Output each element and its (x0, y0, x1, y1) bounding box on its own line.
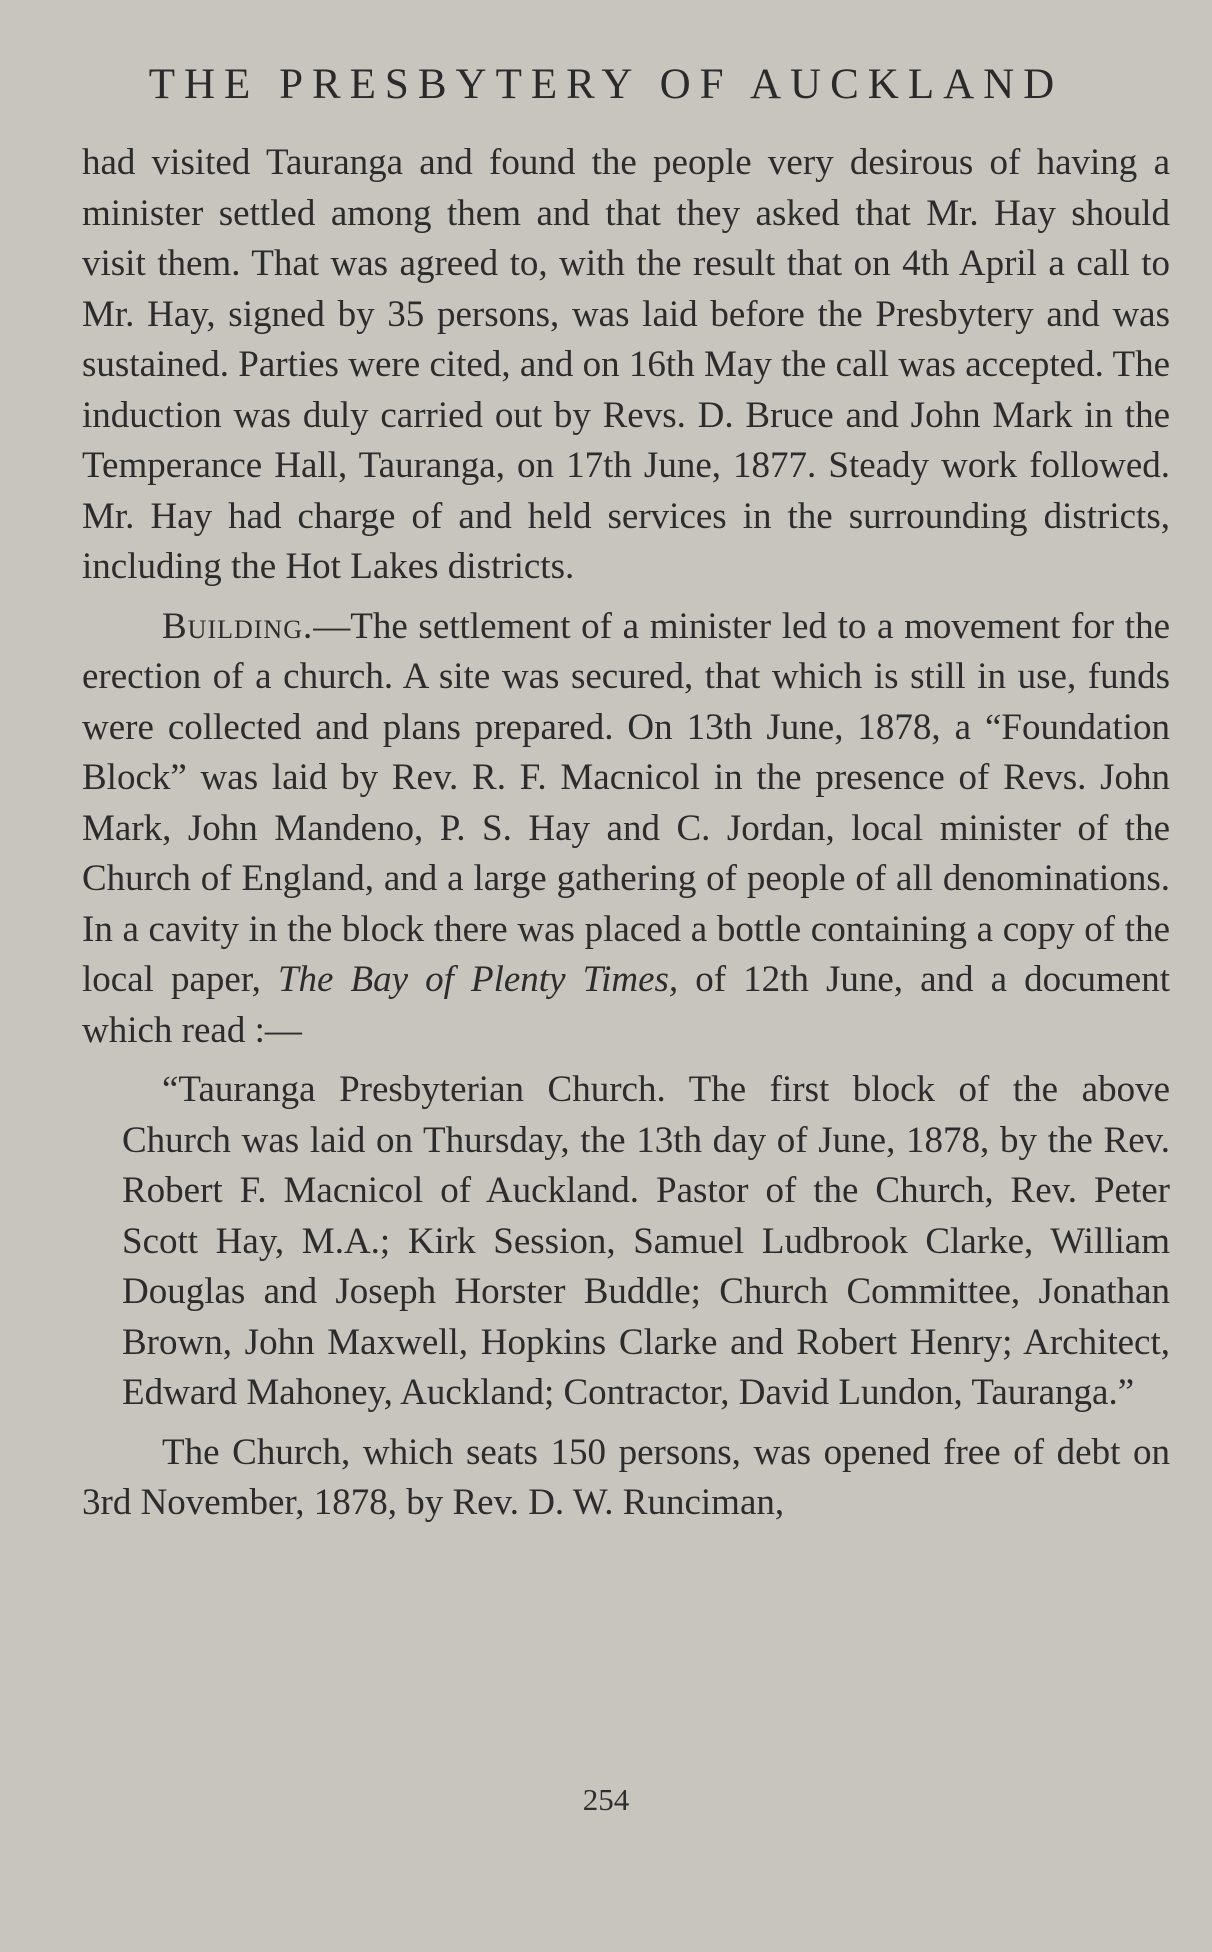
running-title: THE PRESBYTERY OF AUCKLAND (148, 61, 1064, 108)
paragraph-building (82, 602, 1170, 1057)
page-body (82, 138, 1170, 1538)
building-text-end: of 12th June, and a document which read :— (82, 959, 1170, 1051)
page-number: 254 (582, 1782, 630, 1817)
paragraph-church-opening: The Church, which seats 150 persons, was opened free of debt on 3rd November, 1878, by Rev. D. W. Runciman, (82, 1431, 1170, 1523)
building-text-start: —The settlement of a minister led to a movement for the erection of a church. A site was secured, that which is still in use, funds were collected and plans prepared. On 13th June, 1878, a “Foundation Block” was laid by Rev. R. F. Macnicol in the presence of Revs. John Mark, John Mandeno, P. S. Hay and C. Jordan, local minister of the Church of England, and a large gathering of people of all denominations. In a cavity in the block there was placed a bottle containing a copy of the local paper, (82, 605, 1170, 1000)
block-quote-document: “Tauranga Presbyterian Church. The first block of the above Church was laid on Thursday, the 13th day of June, 1878, by the Rev. Robert F. Macnicol of Auckland. Pastor of the Church, Rev. Peter Scott Hay, M.A.; Kirk Session, Samuel Ludbrook Clarke, William Douglas and Joseph Horster Buddle; Church Committee, Jonathan Brown, John Maxwell, Hopkins Clarke and Robert Henry; Architect, Edward Mahoney, Auckland; Contractor, David Lundon, Tauranga.” (122, 1069, 1170, 1413)
section-heading-building: Building. (162, 605, 314, 647)
newspaper-title: The Bay of Plenty Times, (277, 959, 679, 1000)
paragraph-continued: had visited Tauranga and found the people very desirous of having a minister settled among them and that they asked that Mr. Hay should visit them. That was agreed to, with the result that on 4th April a call to Mr. Hay, signed by 35 persons, was laid before the Presbytery and was sustained. Parties were cited, and on 16th May the call was accepted. The induction was duly carried out by Revs. D. Bruce and John Mark in the Temperance Hall, Tauranga, on 17th June, 1877. Steady work followed. Mr. Hay had charge of and held services in the surrounding districts, including the Hot Lakes districts. (82, 142, 1170, 587)
